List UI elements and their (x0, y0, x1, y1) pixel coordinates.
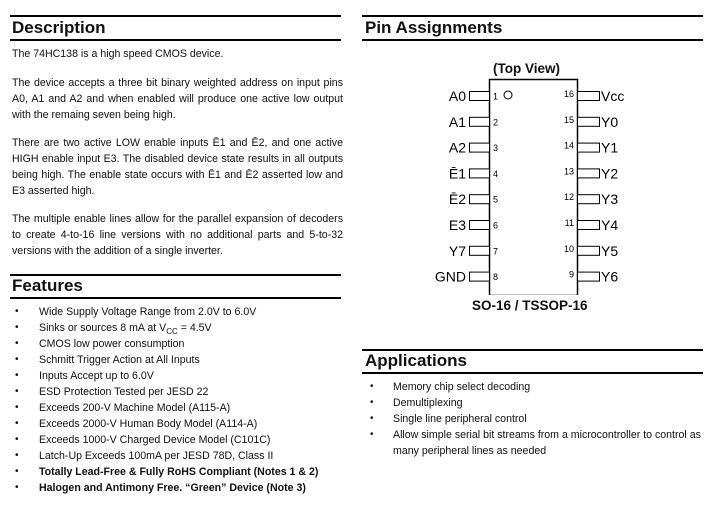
pin-name: Y2 (601, 165, 619, 182)
pin-number: 2 (493, 117, 499, 128)
features-heading: Features (12, 276, 83, 295)
application-item: many peripheral lines as needed (393, 445, 547, 457)
bullet-icon: • (15, 354, 19, 365)
pin-name: E3 (448, 217, 466, 233)
pin-name: GND (434, 268, 466, 285)
bullet-icon: • (15, 466, 19, 477)
bullet-icon: • (15, 322, 19, 333)
description-line: being high. The enable state occurs with Ē1 and Ē2 asserted low and (12, 169, 343, 181)
feature-item (39, 353, 200, 367)
feature-item (39, 417, 257, 431)
applications-heading: Applications (365, 351, 468, 370)
pin-lead (470, 92, 490, 101)
pins-heading: Pin Assignments (365, 18, 503, 37)
pin-lead (470, 169, 490, 178)
pin-number: 5 (493, 194, 499, 205)
feature-text: Inputs Accept up to 6.0V (39, 370, 154, 382)
pin-number: 7 (493, 246, 499, 257)
pin-name: A0 (448, 88, 466, 104)
pin-lead (470, 117, 490, 126)
bullet-icon: • (15, 370, 19, 381)
pin-number: 10 (563, 243, 574, 254)
feature-item (39, 385, 208, 399)
feature-item (39, 481, 306, 495)
bullet-icon: • (370, 381, 374, 392)
top-view-label: (Top View) (493, 61, 560, 76)
chip-body (490, 80, 578, 296)
feature-text: Latch-Up Exceeds 100mA per JESD 78D, Class II (39, 450, 274, 462)
feature-item (39, 337, 184, 351)
feature-text: Halogen and Antimony Free. “Green” Device (Note 3) (39, 482, 306, 494)
bullet-icon: • (15, 306, 19, 317)
feature-text: Totally Lead-Free & Fully RoHS Compliant (Notes 1 & 2) (39, 466, 319, 478)
description-line: A0, A1 and A2 and when enabled will produce one active low output (12, 93, 343, 105)
pin-number: 14 (563, 140, 574, 151)
pin-lead (578, 169, 600, 178)
description-line: The 74HC138 is a high speed CMOS device. (12, 48, 224, 60)
feature-text: Schmitt Trigger Action at All Inputs (39, 354, 200, 366)
pin-name: Y4 (601, 217, 619, 233)
feature-text: Exceeds 2000-V Human Body Model (A114-A) (39, 418, 258, 430)
pin-name: Y7 (448, 242, 466, 259)
pin-lead (470, 272, 490, 281)
pin-number: 9 (568, 269, 574, 280)
bullet-icon: • (15, 418, 19, 429)
feature-subscript: CC (166, 327, 178, 337)
pin-number: 12 (563, 192, 574, 203)
pin-number: 16 (563, 89, 574, 99)
pin-diagram (420, 55, 640, 295)
pin-lead (578, 195, 600, 204)
bullet-icon: • (15, 450, 19, 461)
pin-name: A1 (448, 113, 466, 130)
pin-number: 3 (493, 143, 499, 154)
pin-name: Y3 (601, 191, 619, 208)
pin-lead (470, 195, 490, 204)
feature-text: Wide Supply Voltage Range from 2.0V to 6.0V (39, 306, 257, 318)
description-line: There are two active LOW enable inputs Ē1 and Ē2, and one active (12, 137, 343, 149)
pin-number: 1 (493, 91, 499, 102)
description-heading: Description (12, 18, 106, 37)
application-item: Demultiplexing (393, 397, 463, 409)
feature-text: Sinks or sources 8 mA at V (39, 322, 167, 334)
pin-name: Y6 (601, 268, 619, 285)
application-item: Single line peripheral control (393, 413, 527, 425)
feature-text: ESD Protection Tested per JESD 22 (39, 386, 209, 398)
description-line: E3 asserted high. (12, 185, 95, 197)
pin1-marker-icon (504, 91, 512, 99)
pin-lead (578, 143, 600, 152)
pin-number: 11 (564, 218, 574, 228)
pin-name: Y5 (601, 242, 619, 259)
pin-lead (578, 92, 600, 101)
pin-name: Y1 (601, 139, 619, 156)
pin-lead (578, 117, 600, 126)
package-label: SO-16 / TSSOP-16 (472, 298, 588, 313)
description-bottom-rule (10, 39, 341, 41)
pin-name: Ē2 (448, 191, 466, 208)
pin-number: 8 (493, 272, 499, 283)
description-line: The multiple enable lines allow for the parallel expansion of decoders (12, 213, 343, 225)
pin-name: Y0 (601, 113, 619, 130)
feature-item (39, 369, 154, 383)
description-line: The device accepts a three bit binary weighted address on input pins (12, 77, 343, 89)
bullet-icon: • (15, 482, 19, 493)
feature-item (39, 465, 318, 479)
pin-lead (470, 221, 490, 230)
pin-lead (578, 246, 600, 255)
pin-number: 6 (493, 220, 499, 231)
description-line: versions with the addition of a single inverter. (12, 245, 223, 257)
pin-number: 13 (563, 166, 574, 177)
feature-item (39, 449, 273, 463)
pins-top-rule (362, 15, 703, 17)
description-line: to create 4-to-16 line versions with no additional parts and 5-to-32 (12, 229, 343, 241)
feature-text: CMOS low power consumption (39, 338, 185, 350)
feature-item (39, 305, 256, 319)
bullet-icon: • (370, 429, 374, 440)
bullet-icon: • (15, 434, 19, 445)
feature-item (39, 433, 270, 447)
description-top-rule (10, 15, 341, 17)
features-bottom-rule (10, 297, 341, 299)
bullet-icon: • (15, 386, 19, 397)
bullet-icon: • (15, 338, 19, 349)
pin-number: 15 (563, 114, 574, 125)
description-line: with the remaing seven being high. (12, 109, 176, 121)
application-item: Memory chip select decoding (393, 381, 531, 393)
application-item: Allow simple serial bit streams from a microcontroller to control as (393, 429, 701, 441)
pin-number: 4 (493, 168, 499, 179)
pin-lead (578, 221, 600, 230)
pin-name: A2 (448, 139, 466, 156)
pin-lead (470, 246, 490, 255)
feature-text: Exceeds 1000-V Charged Device Model (C101C) (39, 434, 271, 446)
pins-bottom-rule (362, 39, 703, 41)
feature-item (39, 401, 230, 415)
pin-name: Ē1 (448, 165, 466, 182)
feature-text-after: = 4.5V (177, 322, 212, 334)
pin-lead (470, 143, 490, 152)
pin-lead (578, 272, 600, 281)
bullet-icon: • (370, 397, 374, 408)
bullet-icon: • (370, 413, 374, 424)
feature-text: Exceeds 200-V Machine Model (A115-A) (39, 402, 231, 414)
bullet-icon: • (15, 402, 19, 413)
applications-bottom-rule (362, 372, 703, 374)
description-line: HIGH enable input E3. The disabled device state results in all outputs (12, 153, 343, 165)
pin-name: Vcc (601, 88, 625, 104)
